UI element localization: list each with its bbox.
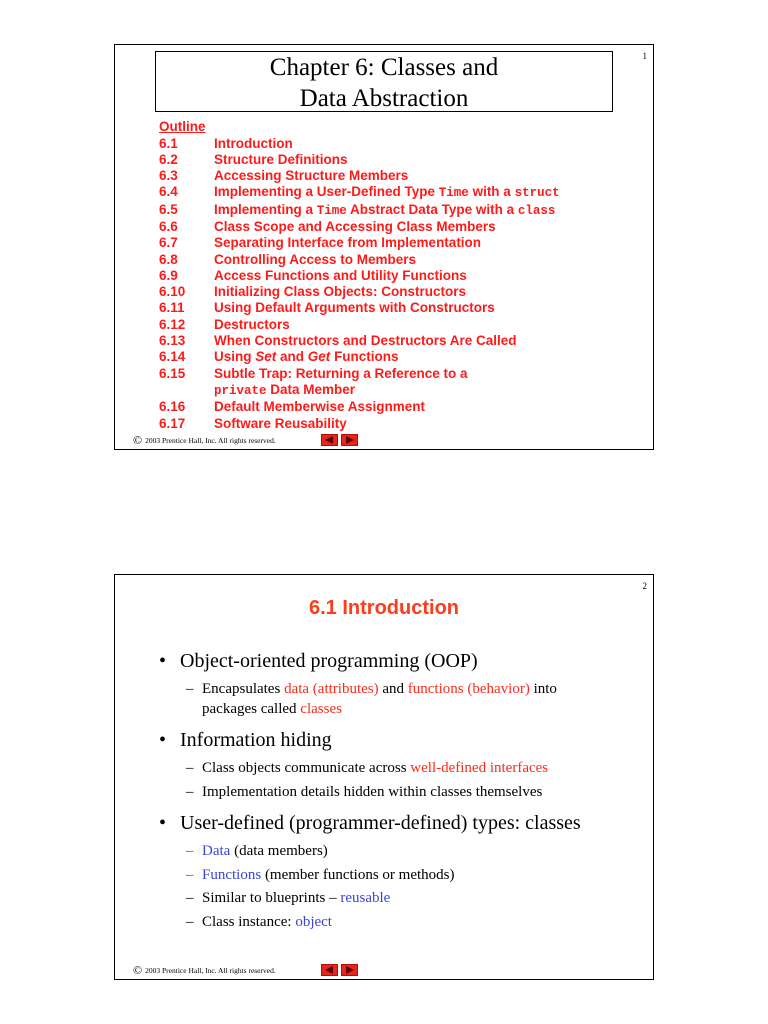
outline-item[interactable]: 6.5 Implementing a Time Abstract Data Type with a class xyxy=(159,201,556,218)
next-slide-button[interactable] xyxy=(341,434,358,446)
outline xyxy=(159,119,560,432)
outline-item[interactable]: 6.11 Using Default Arguments with Constructors xyxy=(159,300,495,316)
footer-text: 2003 Prentice Hall, Inc. All rights reserved. xyxy=(145,435,276,445)
outline-heading[interactable]: Outline xyxy=(159,119,206,134)
outline-item[interactable]: 6.7 Separating Interface from Implementation xyxy=(159,235,482,251)
outline-item[interactable]: 6.15 Subtle Trap: Returning a Reference to a xyxy=(159,365,468,381)
outline-item[interactable]: 6.13 When Constructors and Destructors Are Called xyxy=(159,333,517,349)
prev-slide-button[interactable] xyxy=(321,434,338,446)
page-number: 1 xyxy=(642,51,647,61)
outline-item[interactable]: 6.17 Software Reusability xyxy=(159,415,347,431)
outline-item[interactable]: 6.1 Introduction xyxy=(159,135,293,151)
sub-bullet-item: – Implementation details hidden within classes themselves xyxy=(186,783,543,800)
outline-item[interactable]: 6.16 Default Memberwise Assignment xyxy=(159,399,426,415)
next-slide-button[interactable] xyxy=(341,964,358,976)
outline-item[interactable]: 6.10 Initializing Class Objects: Constructors xyxy=(159,284,467,300)
title-line-2: Data Abstraction xyxy=(299,85,469,112)
outline-item[interactable]: 6.9 Access Functions and Utility Functions xyxy=(159,267,467,283)
triangle-left-icon xyxy=(325,966,334,974)
triangle-left-icon xyxy=(325,436,334,444)
sub-bullet-item: – Functions (member functions or methods) xyxy=(186,866,455,883)
copyright-icon: © xyxy=(133,433,143,447)
slide-nav xyxy=(321,434,358,446)
bullet-item: • User-defined (programmer-defined) types: classes xyxy=(159,812,581,834)
prev-slide-button[interactable] xyxy=(321,964,338,976)
footer xyxy=(133,435,276,445)
triangle-right-icon xyxy=(345,436,354,444)
page-number: 2 xyxy=(642,581,647,591)
slide-nav xyxy=(321,964,358,976)
outline-item[interactable]: 6.6 Class Scope and Accessing Class Members xyxy=(159,218,496,234)
slide-2 xyxy=(114,574,654,980)
slide-1 xyxy=(114,44,654,450)
sub-bullet-item: – Class instance: object xyxy=(186,913,332,930)
title-line-1: Chapter 6: Classes and xyxy=(269,54,499,81)
sub-bullet-item: – Similar to blueprints – reusable xyxy=(186,890,391,906)
outline-item[interactable]: 6.3 Accessing Structure Members xyxy=(159,168,409,184)
outline-item[interactable]: 6.4 Implementing a User-Defined Type Time with a struct xyxy=(159,184,560,201)
slide-title: 6.1 Introduction xyxy=(309,597,459,619)
bullet-list xyxy=(159,649,639,932)
sub-bullet-item: – Data (data members) xyxy=(186,843,328,859)
sub-bullet-item: – Class objects communicate across well-defined interfaces xyxy=(186,760,549,776)
chapter-title xyxy=(155,51,613,112)
outline-item[interactable]: 6.8 Controlling Access to Members xyxy=(159,251,417,267)
copyright-icon: © xyxy=(133,963,143,977)
outline-item[interactable]: 6.14 Using Set and Get Functions xyxy=(159,349,399,365)
triangle-right-icon xyxy=(345,966,354,974)
bullet-item: • Object-oriented programming (OOP) xyxy=(159,650,478,672)
footer xyxy=(133,965,276,975)
outline-item-continuation[interactable]: private Data Member xyxy=(214,381,356,398)
sub-bullet-item: – Encapsulates data (attributes) and functions (behavior) into packages called classes xyxy=(186,681,557,717)
outline-item[interactable]: 6.12 Destructors xyxy=(159,316,290,332)
outline-item[interactable]: 6.2 Structure Definitions xyxy=(159,151,348,167)
bullet-item: • Information hiding xyxy=(159,729,332,751)
footer-text: 2003 Prentice Hall, Inc. All rights reserved. xyxy=(145,965,276,975)
